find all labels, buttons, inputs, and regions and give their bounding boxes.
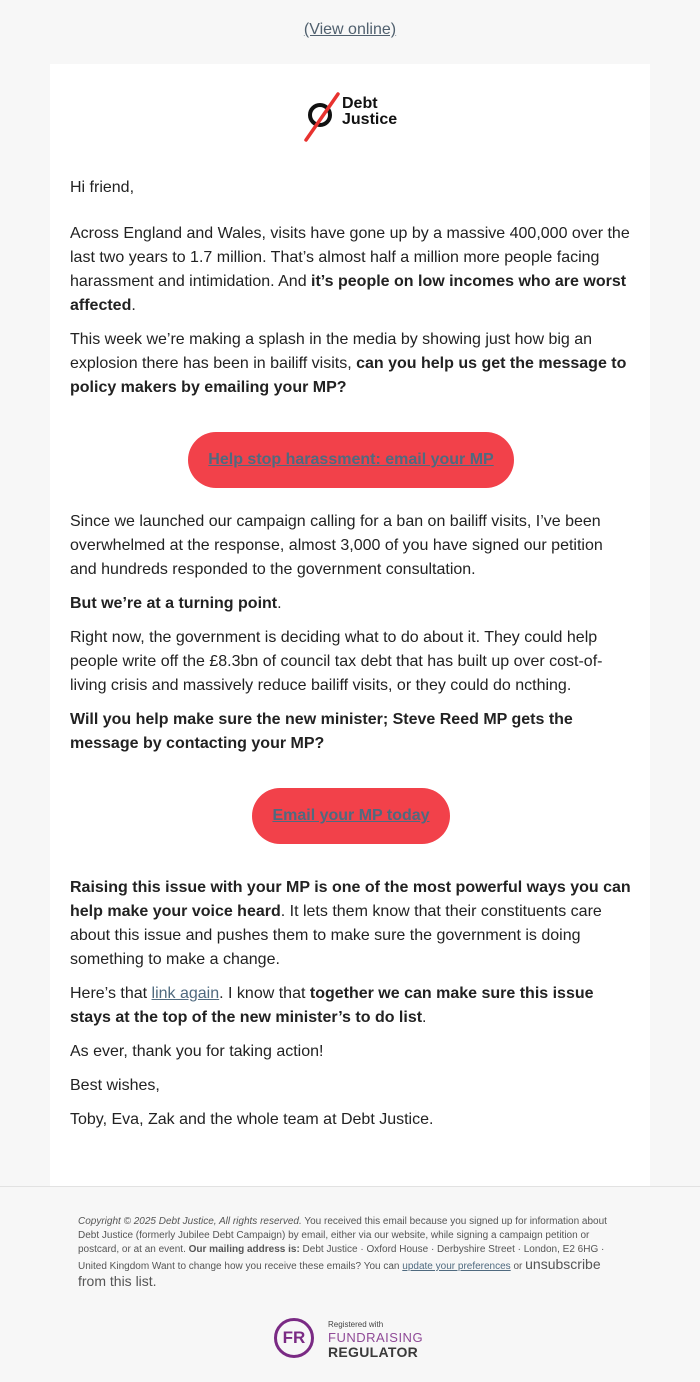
footer-divider xyxy=(0,1186,700,1187)
paragraph-visits-text: Across England and Wales, visits have gone up by a massive 400,000 over the last two years to 1.7 million. That’s almost half a million more people facing harassment and intimidation. And xyxy=(70,225,630,290)
link-again-end: . xyxy=(422,1009,427,1026)
logo-line-1: Debt xyxy=(342,95,378,112)
email-body xyxy=(70,176,632,1142)
link-again-link[interactable]: link again xyxy=(151,985,220,1002)
email-card xyxy=(50,64,650,1186)
footer-copyright: Copyright © 2025 Debt Justice, All rights reserved. xyxy=(78,1216,302,1227)
greeting: Hi friend, xyxy=(70,179,135,196)
paragraph-link-again xyxy=(70,982,632,1030)
paragraph-visits-end: . xyxy=(131,297,136,314)
raising-issue-text: . It lets them know that their constituents care about this issue and pushes them to make sure the government is doing something to make a change. xyxy=(70,903,602,968)
paragraph-minister xyxy=(70,708,632,756)
link-again-prefix: Here’s that xyxy=(70,985,152,1002)
help-stop-harassment-button[interactable]: Help stop harassment: email your MP xyxy=(188,432,513,488)
logo-mark-icon xyxy=(302,92,344,144)
logo-line-2: Justice xyxy=(342,111,398,128)
minister-emphasis: Will you help make sure the new minister; Steve Reed MP gets the message by contacting your MP? xyxy=(70,711,573,752)
turning-point-emphasis: But we’re at a turning point xyxy=(70,595,278,612)
link-again-mid: . I know that xyxy=(219,985,310,1002)
paragraph-turning-point xyxy=(70,592,632,616)
paragraph-media-text: This week we’re making a splash in the media by showing just how big an explosion there has been in bailiff visits, xyxy=(70,331,593,372)
paragraph-signoff: Toby, Eva, Zak and the whole team at Debt Justice. xyxy=(70,1111,434,1128)
paragraph-media-emphasis: can you help us get the message to policy makers by emailing your MP? xyxy=(70,355,627,396)
regulator-fundraising: FUNDRAISING xyxy=(328,1330,424,1345)
cta-wrap-1 xyxy=(70,432,632,488)
cta-wrap-2 xyxy=(70,788,632,844)
update-preferences-link[interactable]: update your preferences xyxy=(402,1261,511,1272)
paragraph-visits-emphasis: it’s people on low incomes who are worst affected xyxy=(70,273,627,314)
regulator-name: REGULATOR xyxy=(328,1344,419,1360)
paragraph-government: Right now, the government is deciding what to do about it. They could help people write off the £8.3bn of council tax debt that has built up over cost-of-living crisis and massively reduce bailiff visits, or they could do ncthing. xyxy=(70,629,603,694)
turning-point-end: . xyxy=(277,595,282,612)
fr-badge-icon: FR xyxy=(274,1318,314,1358)
footer xyxy=(78,1215,626,1291)
paragraph-campaign: Since we launched our campaign calling for a ban on bailiff visits, I’ve been overwhelmed at the response, almost 3,000 of you have signed our petition and hundreds responded to the government consultation. xyxy=(70,513,603,578)
fundraising-regulator-badge[interactable] xyxy=(274,1316,434,1366)
paragraph-thanks: As ever, thank you for taking action! xyxy=(70,1043,324,1060)
regulator-registered: Registered with xyxy=(328,1320,384,1329)
paragraph-media xyxy=(70,328,632,400)
footer-or: or xyxy=(510,1261,526,1272)
footer-mailing-label: Our mailing address is: xyxy=(188,1244,300,1255)
footer-reason: You received this email because you signed up for information about Debt Justice (formerly Jubilee Debt Campaign) by email, either via our website, while signing a campaign petition or postcard, or at an event. xyxy=(78,1216,607,1255)
view-online-bar xyxy=(0,21,700,39)
debt-justice-logo[interactable] xyxy=(302,92,412,144)
footer-address: Debt Justice · Oxford House · Derbyshire Street · London, E2 6HG · United Kingdom Want to change how you receive these emails? You can xyxy=(78,1244,605,1272)
link-again-emphasis: together we can make sure this issue stays at the top of the new minister’s to do list xyxy=(70,985,594,1026)
view-online-link[interactable]: (View online) xyxy=(303,21,397,38)
paragraph-visits xyxy=(70,222,632,318)
raising-issue-emphasis: Raising this issue with your MP is one of the most powerful ways you can help make your voice heard xyxy=(70,879,631,920)
paragraph-best-wishes: Best wishes, xyxy=(70,1077,160,1094)
unsubscribe-link[interactable]: unsubscribe from this list. xyxy=(78,1256,601,1289)
logo-wordmark xyxy=(342,96,397,128)
email-your-mp-button[interactable]: Email your MP today xyxy=(252,788,449,844)
paragraph-raising-issue xyxy=(70,876,632,972)
